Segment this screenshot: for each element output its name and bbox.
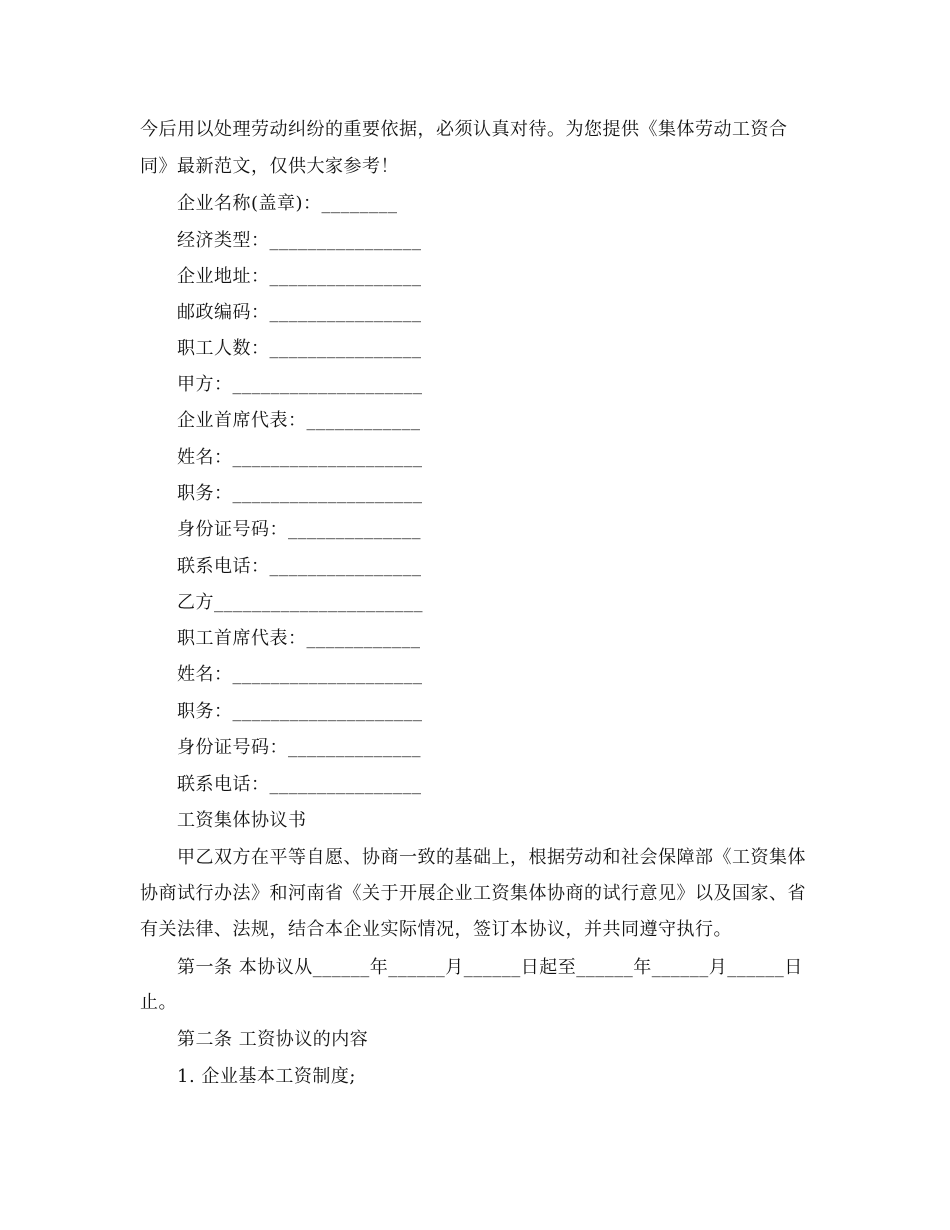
field-company-address: 企业地址：________________: [177, 266, 422, 287]
field-a-phone: 联系电话：________________: [177, 556, 422, 577]
preamble-line-2: 协商试行办法》和河南省《关于开展企业工资集体协商的试行意见》以及国家、省: [140, 883, 806, 904]
article2-item-1: 1. 企业基本工资制度;: [177, 1066, 356, 1087]
field-employee-chief-rep: 职工首席代表：____________: [177, 628, 421, 649]
field-a-id-number: 身份证号码：______________: [177, 519, 421, 540]
field-party-b: 乙方______________________: [177, 592, 423, 613]
field-enterprise-chief-rep: 企业首席代表：____________: [177, 410, 421, 431]
field-b-phone: 联系电话：________________: [177, 774, 422, 795]
article1-line-2: 止。: [140, 992, 177, 1013]
intro-line-2: 同》最新范文，仅供大家参考！: [140, 156, 399, 177]
article2-title: 第二条 工资协议的内容: [177, 1029, 369, 1050]
field-b-position: 职务：____________________: [177, 701, 423, 722]
field-company-name: 企业名称(盖章)：________: [177, 193, 398, 214]
intro-line-1: 今后用以处理劳动纠纷的重要依据，必须认真对待。为您提供《集体劳动工资合: [140, 119, 788, 140]
field-a-name: 姓名：____________________: [177, 447, 423, 468]
field-b-name: 姓名：____________________: [177, 664, 423, 685]
preamble-line-3: 有关法律、法规，结合本企业实际情况，签订本协议，并共同遵守执行。: [140, 919, 732, 940]
field-party-a: 甲方：____________________: [177, 374, 423, 395]
field-economic-type: 经济类型：________________: [177, 230, 422, 251]
preamble-line-1: 甲乙双方在平等自愿、协商一致的基础上，根据劳动和社会保障部《工资集体: [177, 847, 806, 868]
field-employee-count: 职工人数：________________: [177, 338, 422, 359]
agreement-title: 工资集体协议书: [177, 810, 307, 831]
field-b-id-number: 身份证号码：______________: [177, 737, 421, 758]
article1-line-1: 第一条 本协议从______年______月______日起至______年______月______日: [177, 957, 803, 978]
field-a-position: 职务：____________________: [177, 483, 423, 504]
field-postal-code: 邮政编码：________________: [177, 302, 422, 323]
